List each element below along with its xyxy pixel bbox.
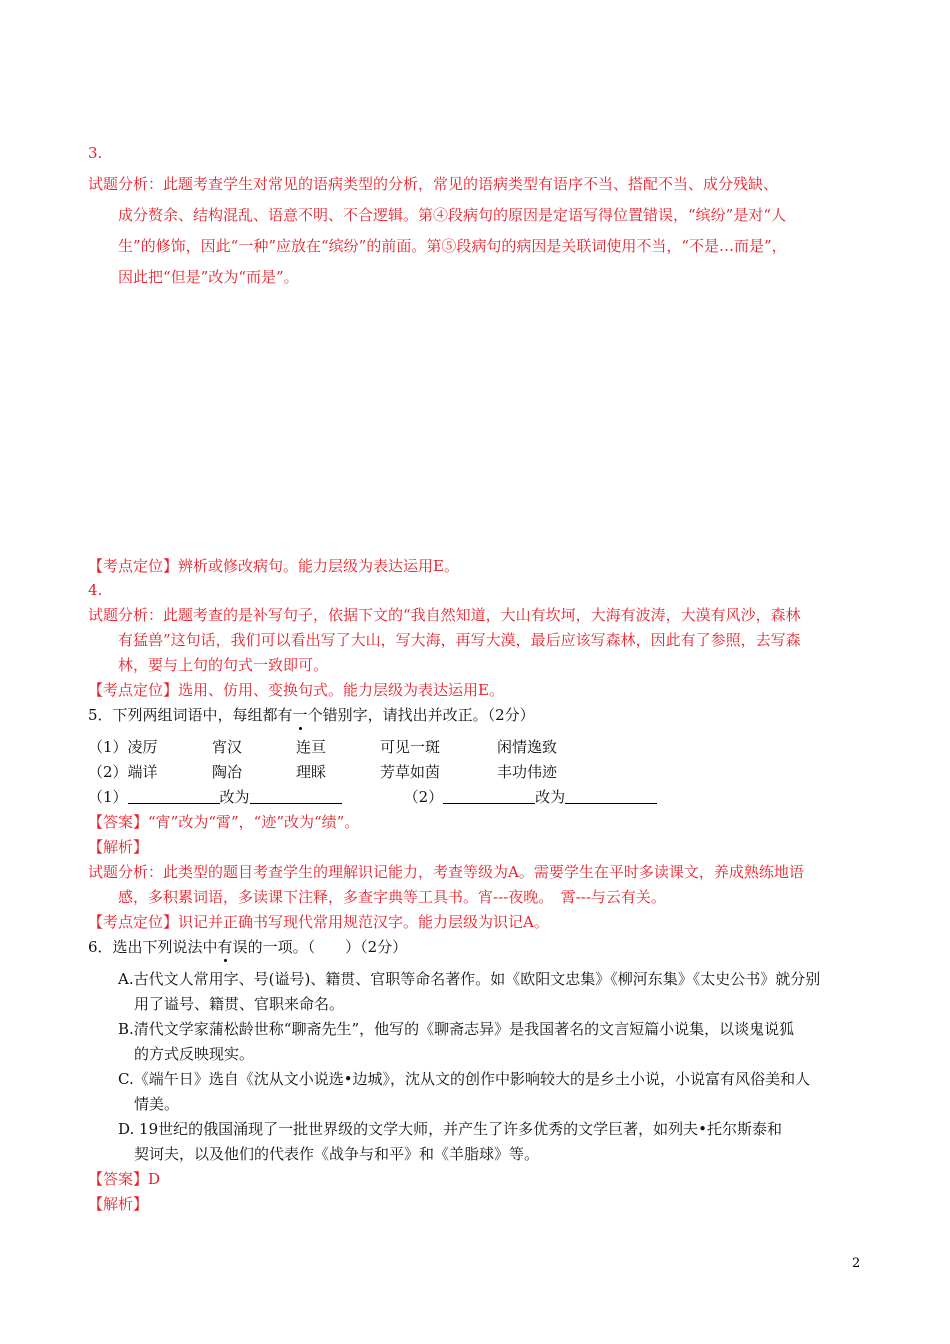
q3-analysis-line: 试题分析：此题考查学生对常见的语病类型的分析，常见的语病类型有语序不当、搭配不当、成分残缺、 [88, 175, 779, 193]
emphasis-dot-char: 有 [217, 938, 233, 956]
q3-analysis-line: 成分赘余、结构混乱、语意不明、不合逻辑。第④段病句的原因是定语写得位置错误，“缤纷”是对“人 [118, 206, 787, 224]
q6-option-a-cont: 用了谥号、籍贯、官职来命名。 [134, 995, 345, 1013]
q6-option-c-cont: 情美。 [134, 1095, 180, 1113]
q6-option-c: C.《端午日》选自《沈从文小说选•边城》，沈从文的创作中影响较大的是乡土小说，小说富有风俗美和人 [118, 1070, 811, 1088]
q5-fill-line: （1） 改为 （2） 改为 [88, 787, 657, 807]
q5-analysis-line: 感，多积累词语，多读课下注释，多查字典等工具书。宵---夜晚。 霄---与云有关。 [118, 888, 666, 906]
answer-blank[interactable] [250, 789, 342, 804]
q4-analysis-line: 有猛兽”这句话，我们可以看出写了大山，写大海，再写大漠，最后应该写森林，因此有了参照，去写森 [118, 631, 801, 649]
q3-analysis-line: 因此把“但是”改为“而是”。 [118, 268, 299, 286]
q5-kaodian: 【考点定位】识记并正确书写现代常用规范汉字。能力层级为识记A。 [88, 913, 549, 931]
word-item: （2）端详 [88, 763, 158, 781]
q5-word-row-1 [88, 737, 557, 757]
page-number: 2 [852, 1256, 861, 1271]
q5-analysis-line: 试题分析：此类型的题目考查学生的理解识记能力，考查等级为A。需要学生在平时多读课文，养成熟练地语 [88, 863, 804, 881]
word-item: 宵汉 [212, 738, 243, 756]
word-item: 连亘 [296, 738, 327, 756]
q3-kaodian: 【考点定位】辨析或修改病句。能力层级为表达运用E。 [88, 557, 459, 575]
word-item: 丰功伟迹 [497, 763, 558, 781]
word-item: 闲情逸致 [497, 738, 558, 756]
q5-word-row-2 [88, 762, 557, 782]
q6-option-d: D. 19世纪的俄国涌现了一批世界级的文学大师，并产生了许多优秀的文学巨著，如列夫•托尔斯泰和 [118, 1120, 782, 1138]
emphasis-dot-char: 一 [292, 706, 308, 724]
word-item: 芳草如茵 [380, 763, 441, 781]
q6-option-b-cont: 的方式反映现实。 [134, 1045, 255, 1063]
word-item: 理睬 [296, 763, 327, 781]
q4-number: 4. [88, 581, 103, 599]
q5-stem: 5．下列两组词语中，每组都有一个错别字，请找出并改正。（2分） [88, 706, 535, 724]
q3-analysis-block [88, 138, 848, 293]
q3-analysis-line: 生”的修饰，因此“一种”应放在“缤纷”的前面。第⑤段病句的病因是关联词使用不当，“不是…而是”， [118, 237, 787, 255]
answer-blank[interactable] [565, 789, 657, 804]
q6-answer: 【答案】D [88, 1170, 161, 1188]
q4-analysis-line: 林，要与上句的句式一致即可。 [118, 656, 329, 674]
q6-option-a: A.古代文人常用字、号(谥号)、籍贯、官职等命名著作。如《欧阳文忠集》《柳河东集》《太史公书》就分别 [118, 970, 821, 988]
q4-analysis-line: 试题分析：此题考查的是补写句子，依据下文的“我自然知道，大山有坎坷，大海有波涛，大漠有风沙，森林 [88, 606, 801, 624]
word-item: 陶冶 [212, 763, 243, 781]
q3-number: 3. [88, 144, 103, 162]
word-item: 可见一斑 [380, 738, 441, 756]
answer-blank[interactable] [128, 789, 220, 804]
q6-stem: 6．选出下列说法中有误的一项。（ ）（2分） [88, 938, 408, 956]
q4-kaodian: 【考点定位】选用、仿用、变换句式。能力层级为表达运用E。 [88, 681, 504, 699]
q6-option-d-cont: 契诃夫，以及他们的代表作《战争与和平》和《羊脂球》等。 [134, 1145, 540, 1163]
q5-answer: 【答案】“宵”改为“霄”，“迹”改为“绩”。 [88, 813, 360, 831]
answer-blank[interactable] [443, 789, 535, 804]
word-item: （1）凌厉 [88, 738, 158, 756]
q6-jiexi-label: 【解析】 [88, 1195, 149, 1213]
q5-jiexi-label: 【解析】 [88, 838, 149, 856]
q6-option-b: B.清代文学家蒲松龄世称“聊斋先生”，他写的《聊斋志异》是我国著名的文言短篇小说集，以谈鬼说狐 [118, 1020, 795, 1038]
